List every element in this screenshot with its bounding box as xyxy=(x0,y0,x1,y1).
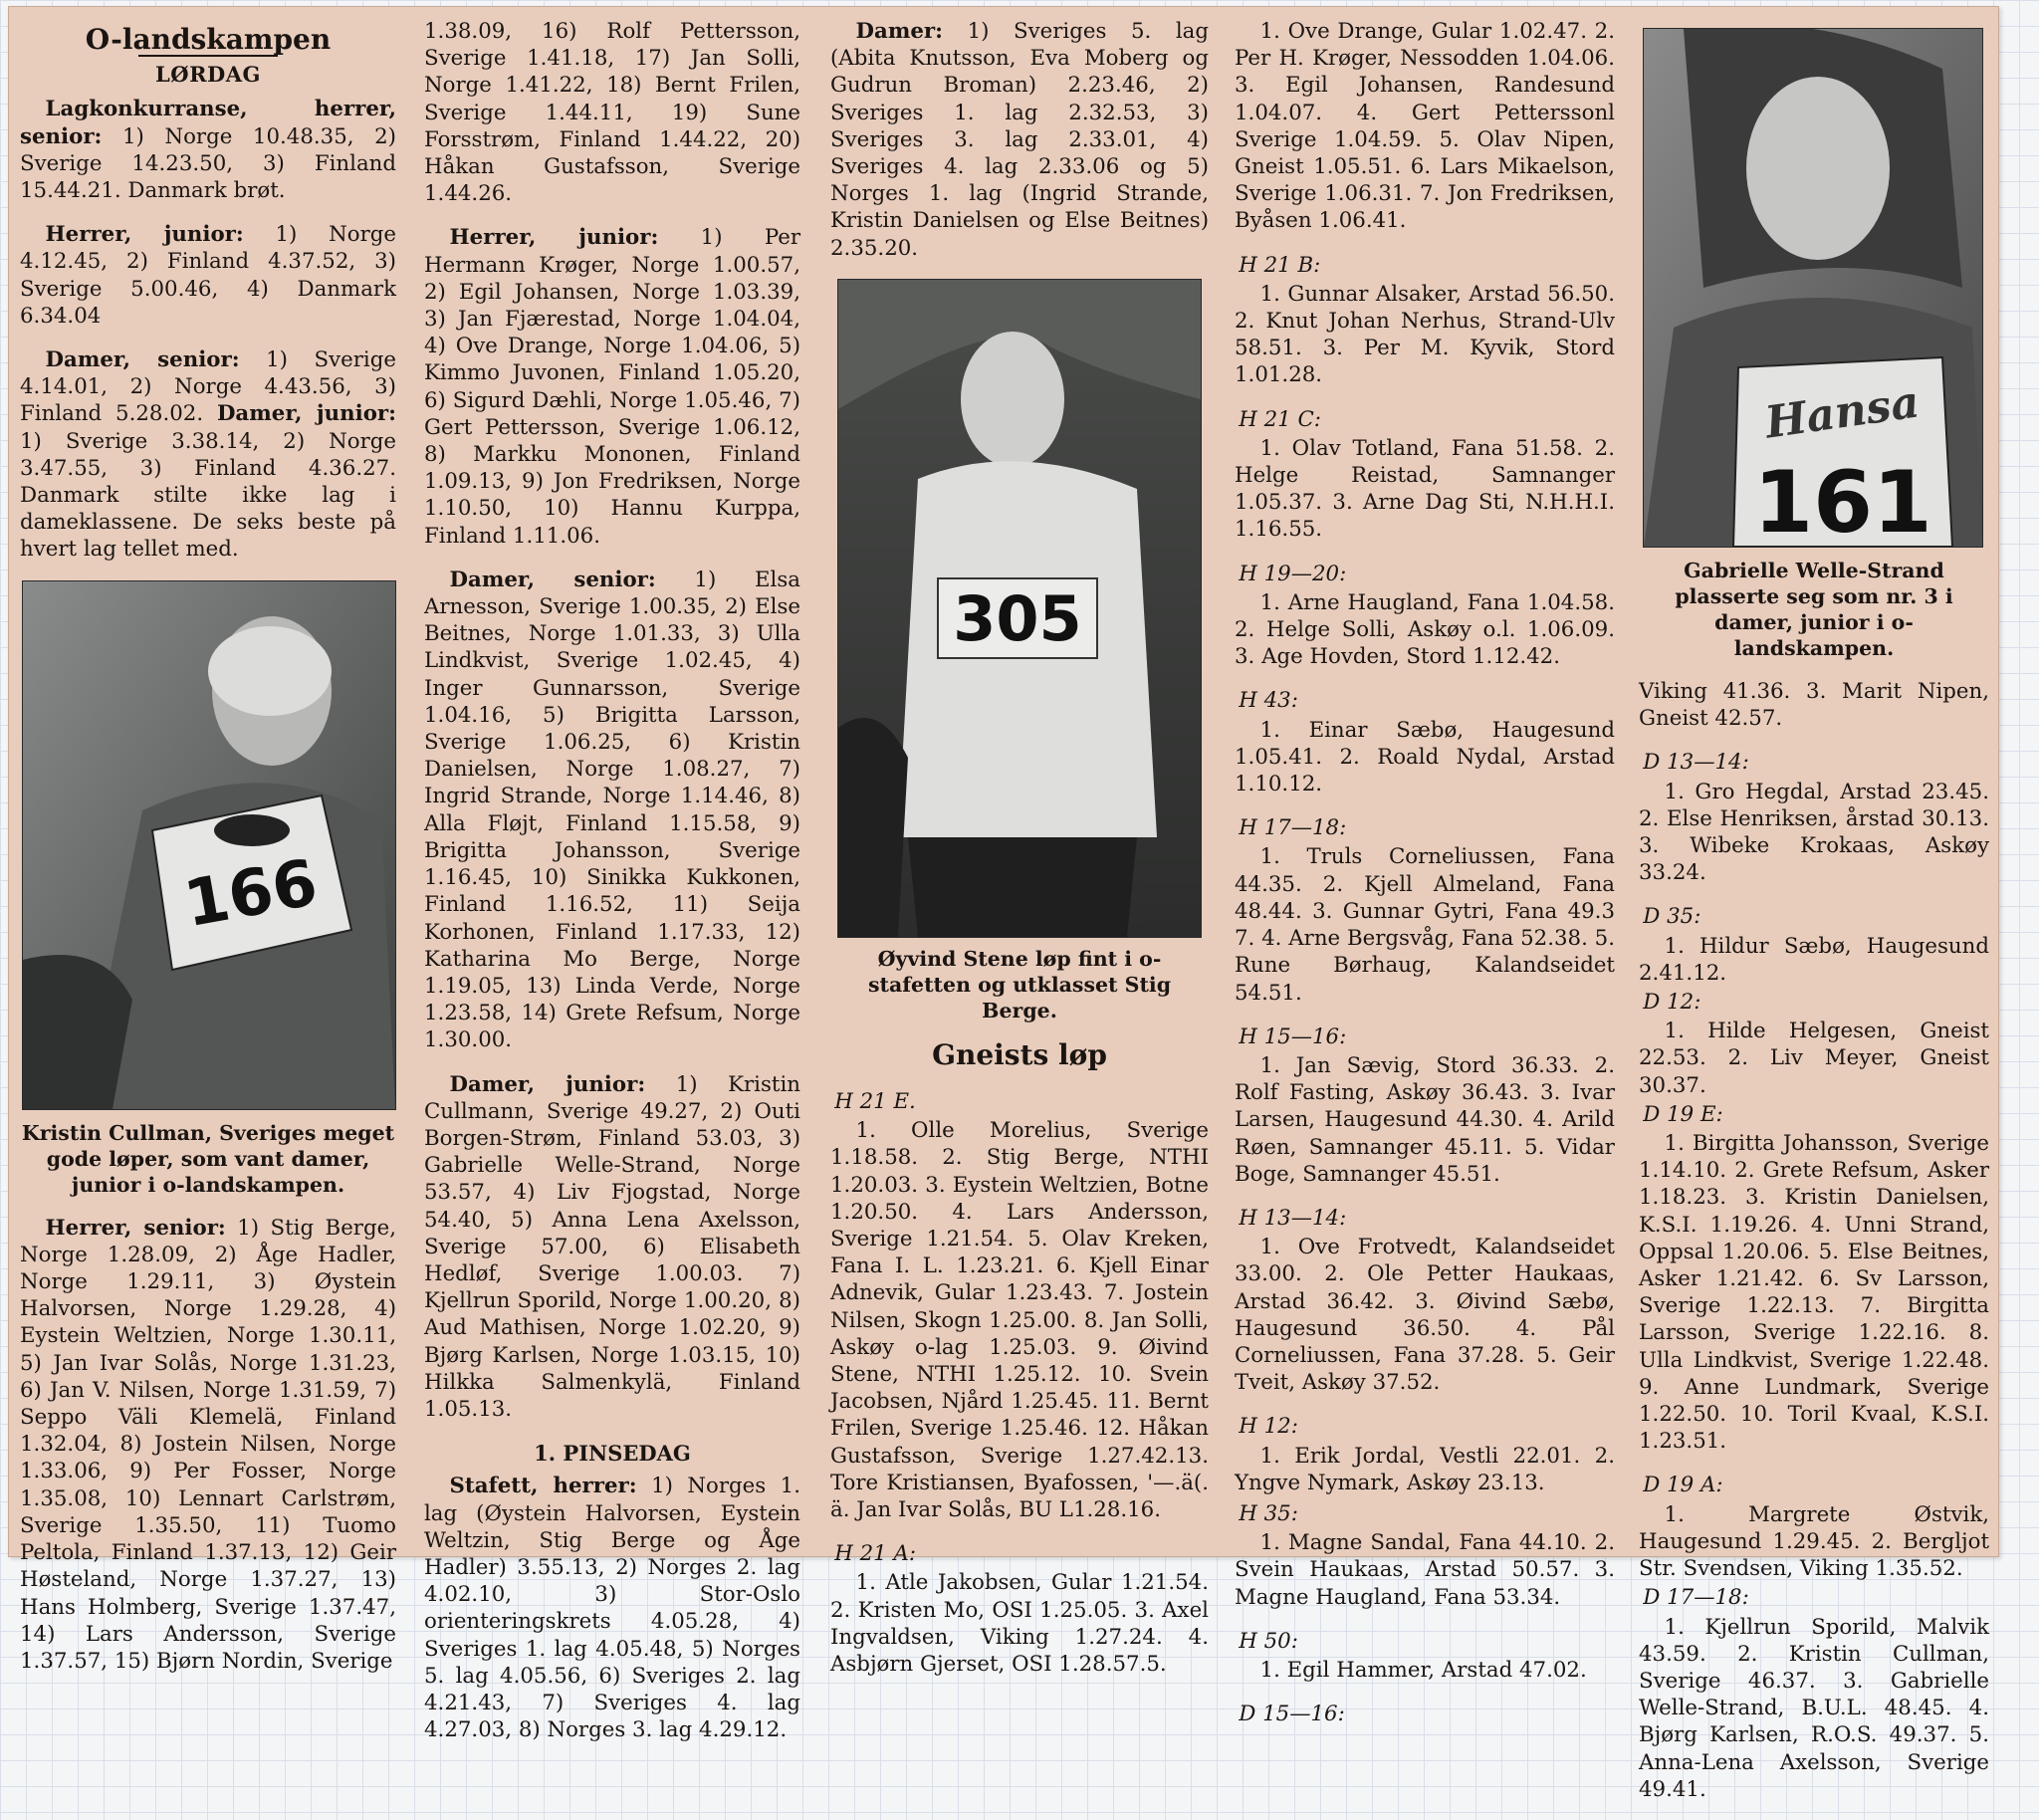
photo-oyvind-stene xyxy=(837,279,1202,938)
paragraph: 1. Egil Hammer, Arstad 47.02. xyxy=(1259,1657,1587,1683)
class-label: D 19 A: xyxy=(1643,1473,1723,1498)
paragraph: Herrer, senior: 1) Stig Berge, Norge 1.28.09, 2) Åge Hadler, Norge 1.29.11, 3) Øystein Halvorsen, Norge 1.29.28, 4) Eystein Weltzien, Norge 1.30.11, 5) Jan Ivar Solås, Norge 1.31.23, 6) Jan V. Nilsen, Norge 1.31.59, 7) Seppo Väli Klemelä, Finland 1.32.04, 8) Jostein Nilsen, Norge 1.33.06, 9) Per Fosser, Norge 1.35.08, 10) Lennart Carlstrøm, Sverige 1.35.50, 11) Tuomo Peltola, Finland 1.37.13, 12) Geir Høsteland, Norge 1.37.27, 13) Hans Holmberg, Sverige 1.37.47, 14) Lars Andersson, Sverige 1.37.57, 15) Bjørn Nordin, Sverige xyxy=(20,1215,396,1674)
column-5 xyxy=(1639,28,1989,1820)
paragraph: 1. Kjellrun Sporild, Malvik 43.59. 2. Kristin Cullman, Sverige 46.37. 3. Gabrielle Welle-Strand, B.U.L. 48.45. 4. Bjørg Karlsen, R.O.S. 49.37. 5. Anna-Lena Axelsson, Sverige 49.41. xyxy=(1639,1614,1989,1802)
paragraph: 1. Jan Sævig, Stord 36.33. 2. Rolf Fasting, Askøy 36.43. 3. Ivar Larsen, Haugesund 44.30. 4. Arild Røen, Samnanger 45.11. 5. Vidar Boge, Samnanger 45.51. xyxy=(1235,1052,1615,1187)
paragraph: 1.38.09, 16) Rolf Pettersson, Sverige 1.41.18, 17) Jan Solli, Norge 1.41.22, 18) Bernt Frilen, Sverige 1.44.11, 19) Sune Forsstrøm, Finland 1.44.22, 20) Håkan Gustafsson, Sverige 1.44.26. xyxy=(424,19,800,207)
paragraph: 1. Birgitta Johansson, Sverige 1.14.10. 2. Grete Refsum, Asker 1.18.23. 3. Kristin Danielsen, K.S.I. 1.19.26. 4. Unni Strand, Oppsal 1.20.06. 5. Else Beitnes, Asker 1.21.42. 6. Sv Larsson, Sverige 1.22.13. 7. Birgitta Larsson, Sverige 1.22.16. 8. Ulla Lindkvist, Sverige 1.22.48. 9. Anne Lundmark, Sverige 1.22.50. 10. Toril Kvaal, K.S.I. 1.23.51. xyxy=(1639,1131,1989,1455)
class-label: H 21 B: xyxy=(1239,252,1321,278)
class-label: H 19—20: xyxy=(1239,561,1347,586)
class-label: H 21 C: xyxy=(1239,406,1321,432)
photo-caption: Øyvind Stene løp fint i o-stafetten og utklasset Stig Berge. xyxy=(867,946,1172,1023)
paragraph: 1. Gro Hegdal, Arstad 23.45. 2. Else Henriksen, årstad 30.13. 3. Wibeke Krokaas, Askøy 33.24. xyxy=(1639,779,1989,886)
paragraph: Herrer, junior: 1) Per Hermann Krøger, Norge 1.00.57, 2) Egil Johansen, Norge 1.03.39, 3) Jan Fjærestad, Norge 1.04.04, 4) Ove Drange, Norge 1.04.06, 5) Kimmo Juvonen, Finland 1.05.20, 6) Sigurd Dæhli, Norge 1.05.46, 7) Gert Pettersson, Sverige 1.06.12, 8) Markku Mononen, Finland 1.09.13, 9) Jon Fredriksen, Norge 1.10.50, 10) Hannu Kurppa, Finland 1.11.06. xyxy=(424,225,800,549)
photo-caption: Kristin Cullman, Sveriges meget gode løper, som vant damer, junior i o-landskampen. xyxy=(21,1120,395,1197)
class-label: H 15—16: xyxy=(1239,1024,1347,1049)
paragraph: Damer: 1) Sveriges 5. lag (Abita Knutsson, Eva Moberg og Gudrun Broman) 2.23.46, 2) Sveriges 1. lag 2.32.53, 3) Sveriges 3. lag 2.33.01, 4) Sveriges 4. lag 2.33.06 og 5) Norges 1. lag (Ingrid Strande, Kristin Danielsen og Else Beitnes) 2.35.20. xyxy=(830,19,1209,261)
class-label: H 35: xyxy=(1239,1500,1298,1526)
paragraph: 1. Gunnar Alsaker, Arstad 56.50. 2. Knut Johan Nerhus, Strand-Ulv 58.51. 3. Per M. Kyvik, Stord 1.01.28. xyxy=(1235,281,1615,388)
paragraph: 1. Einar Sæbø, Haugesund 1.05.41. 2. Roald Nydal, Arstad 1.10.12. xyxy=(1235,717,1615,797)
article-title: Gneists løp xyxy=(932,1037,1107,1071)
paragraph: 1. Arne Haugland, Fana 1.04.58. 2. Helge Solli, Askøy o.l. 1.06.09. 3. Age Hovden, Stord 1.12.42. xyxy=(1235,589,1615,670)
paragraph: Damer, senior: 1) Sverige 4.14.01, 2) Norge 4.43.56, 3) Finland 5.28.02. Damer, junior: 1) Sverige 3.38.14, 2) Norge 3.47.55, 3) Finland 4.36.27. Danmark stilte ikke lag i dameklassene. De seks beste på hvert lag tellet med. xyxy=(20,347,396,563)
sponsor-logo: Hansa xyxy=(1761,376,1923,449)
photo-caption: Gabrielle Welle-Strand plasserte seg som nr. 3 i damer, junior i o-landskampen. xyxy=(1675,559,1953,660)
runner-photo xyxy=(1644,29,1982,547)
bib-number: 161 xyxy=(1753,453,1932,547)
class-label: D 13—14: xyxy=(1643,750,1749,776)
class-label: H 21 A: xyxy=(834,1541,917,1567)
paragraph: 1. Hildur Sæbø, Haugesund 2.41.12. xyxy=(1639,933,1989,986)
class-label: D 19 E: xyxy=(1643,1101,1723,1127)
paragraph: 1. Erik Jordal, Vestli 22.01. 2. Yngve Nymark, Askøy 23.13. xyxy=(1235,1443,1615,1495)
paragraph: 1. Margrete Østvik, Haugesund 1.29.45. 2. Bergljot Str. Svendsen, Viking 1.35.52. xyxy=(1639,1501,1989,1582)
photo-gabrielle-welle-strand xyxy=(1643,28,1983,548)
class-label: H 17—18: xyxy=(1239,815,1347,841)
paragraph: 1. Ove Frotvedt, Kalandseidet 33.00. 2. Ole Petter Haukaas, Arstad 36.42. 3. Øivind Sæbø, Haugesund 36.50. 4. Pål Corneliussen, Fana 37.28. 5. Geir Tveit, Askøy 37.52. xyxy=(1235,1235,1615,1396)
runner-photo xyxy=(838,280,1201,937)
bib-number: 166 xyxy=(178,845,324,942)
runner-photo xyxy=(23,581,395,1109)
column-1 xyxy=(20,22,396,1692)
paragraph: 1. Olav Totland, Fana 51.58. 2. Helge Reistad, Samnanger 1.05.37. 3. Arne Dag Sti, N.H.H.I. 1.16.55. xyxy=(1235,435,1615,543)
class-label: D 12: xyxy=(1643,990,1701,1016)
paragraph: Damer, senior: 1) Elsa Arnesson, Sverige 1.00.35, 2) Else Beitnes, Norge 1.01.33, 3) Ulla Lindkvist, Sverige 1.02.45, 4) Inger Gunnarsson, Sverige 1.04.16, 5) Brigitta Larsson, Sverige 1.06.25, 6) Kristin Danielsen, Norge 1.08.27, 7) Ingrid Strande, Norge 1.14.46, 8) Alla Fløjt, Finland 1.15.58, 9) Brigitta Johansson, Sverige 1.16.45, 10) Sinikka Kukkonen, Finland 1.16.52, 11) Seija Korhonen, Finland 1.17.33, 12) Katharina Mo Berge, Norge 1.19.05, 13) Linda Verde, Norge 1.23.58, 14) Grete Refsum, Norge 1.30.00. xyxy=(424,567,800,1053)
class-label: H 12: xyxy=(1239,1414,1298,1440)
class-label: H 43: xyxy=(1239,688,1298,714)
column-4 xyxy=(1235,18,1615,1729)
paragraph: Herrer, junior: 1) Norge 4.12.45, 2) Finland 4.37.52, 3) Sverige 5.00.46, 4) Danmark 6.34.04 xyxy=(20,222,396,329)
paragraph: Viking 41.36. 3. Marit Nipen, Gneist 42.57. xyxy=(1639,679,1989,732)
column-2 xyxy=(424,18,800,1760)
paragraph: 1. Hilde Helgesen, Gneist 22.53. 2. Liv Meyer, Gneist 30.37. xyxy=(1639,1019,1989,1098)
paragraph: 1. Atle Jakobsen, Gular 1.21.54. 2. Kristen Mo, OSI 1.25.05. 3. Axel Ingvaldsen, Viking 1.27.24. 4. Asbjørn Gjerset, OSI 1.28.57.5. xyxy=(830,1570,1209,1678)
class-label: H 21 E. xyxy=(834,1089,916,1115)
section-heading: 1. PINSEDAG xyxy=(534,1441,691,1467)
bib-number: 305 xyxy=(953,581,1082,655)
paragraph: Damer, junior: 1) Kristin Cullmann, Sverige 49.27, 2) Outi Borgen-Strøm, Finland 53.03, 3) Gabrielle Welle-Strand, Norge 53.57, 4) Liv Fjogstad, Norge 54.40, 5) Anna Lena Axelsson, Sverige 57.00, 6) Elisabeth Hedløf, Sverige 1.00.03. 7) Kjellrun Sporild, Norge 1.00.20, 8) Aud Mathisen, Norge 1.02.20, 9) Bjørg Karlsen, Norge 1.03.15, 10) Hilkka Salmenkylä, Finland 1.05.13. xyxy=(424,1071,800,1422)
paragraph: 1. Olle Morelius, Sverige 1.18.58. 2. Stig Berge, NTHI 1.20.03. 3. Eystein Weltzien, Botne 1.20.50. 4. Lars Andersson, Sverige 1.21.54. 5. Olav Kreken, Fana I. L. 1.23.21. 6. Kjell Einar Adnevik, Gular 1.23.43. 7. Jostein Nilsen, Skogn 1.25.00. 8. Jan Solli, Askøy o-lag 1.25.03. 9. Øivind Stene, NTHI 1.25.12. 10. Svein Jacobsen, Njård 1.25.45. 11. Bernt Frilen, Sverige 1.25.46. 12. Håkan Gustafsson, Sverige 1.27.42.13. Tore Kristiansen, Byafossen, '—.ä(. ä. Jan Ivar Solås, BU L1.28.16. xyxy=(830,1118,1209,1523)
paragraph: 1. Truls Corneliussen, Fana 44.35. 2. Kjell Almeland, Fana 48.44. 3. Gunnar Gytri, Fana 49.3 7. 4. Arne Bergsvåg, Fana 52.38. 5. Rune Børhaug, Kalandseidet 54.51. xyxy=(1235,844,1615,1006)
paragraph: Stafett, herrer: 1) Norges 1. lag (Øystein Halvorsen, Eystein Weltzin, Stig Berge og Åge Hadler) 3.55.13, 2) Norges 2. lag 4.02.10, 3) Stor-Oslo orienteringskrets 4.05.28, 4) Sveriges 1. lag 4.05.48, 5) Norges 5. lag 4.05.56, 6) Sveriges 2. lag 4.21.43, 7) Sveriges 4. lag 4.27.03, 8) Norges 3. lag 4.29.12. xyxy=(424,1474,800,1743)
paragraph: 1. Ove Drange, Gular 1.02.47. 2. Per H. Krøger, Nessodden 1.04.06. 3. Egil Johansen, Randesund 1.04.07. 4. Gert Petterssonl Sverige 1.04.59. 5. Olav Nipen, Gneist 1.05.51. 6. Lars Mikaelson, Sverige 1.06.31. 7. Jon Fredriksen, Byåsen 1.06.41. xyxy=(1235,19,1615,234)
paragraph: 1. Magne Sandal, Fana 44.10. 2. Svein Haukaas, Arstad 50.57. 3. Magne Haugland, Fana 53.34. xyxy=(1235,1530,1615,1610)
column-3 xyxy=(830,18,1209,1695)
paragraph: Lagkonkurranse, herrer, senior: 1) Norge 10.48.35, 2) Sverige 14.23.50, 3) Finland 15.44.21. Danmark brøt. xyxy=(20,97,396,204)
day-heading: LØRDAG xyxy=(155,62,261,88)
class-label: H 13—14: xyxy=(1239,1205,1347,1231)
class-label: D 35: xyxy=(1643,904,1701,930)
class-label: D 17—18: xyxy=(1643,1585,1749,1611)
photo-kristin-cullman xyxy=(22,580,396,1110)
class-label: D 15—16: xyxy=(1239,1702,1345,1727)
class-label: H 50: xyxy=(1239,1628,1298,1654)
headline: O-landskampen xyxy=(85,23,332,56)
newspaper-clipping xyxy=(8,6,1999,1802)
